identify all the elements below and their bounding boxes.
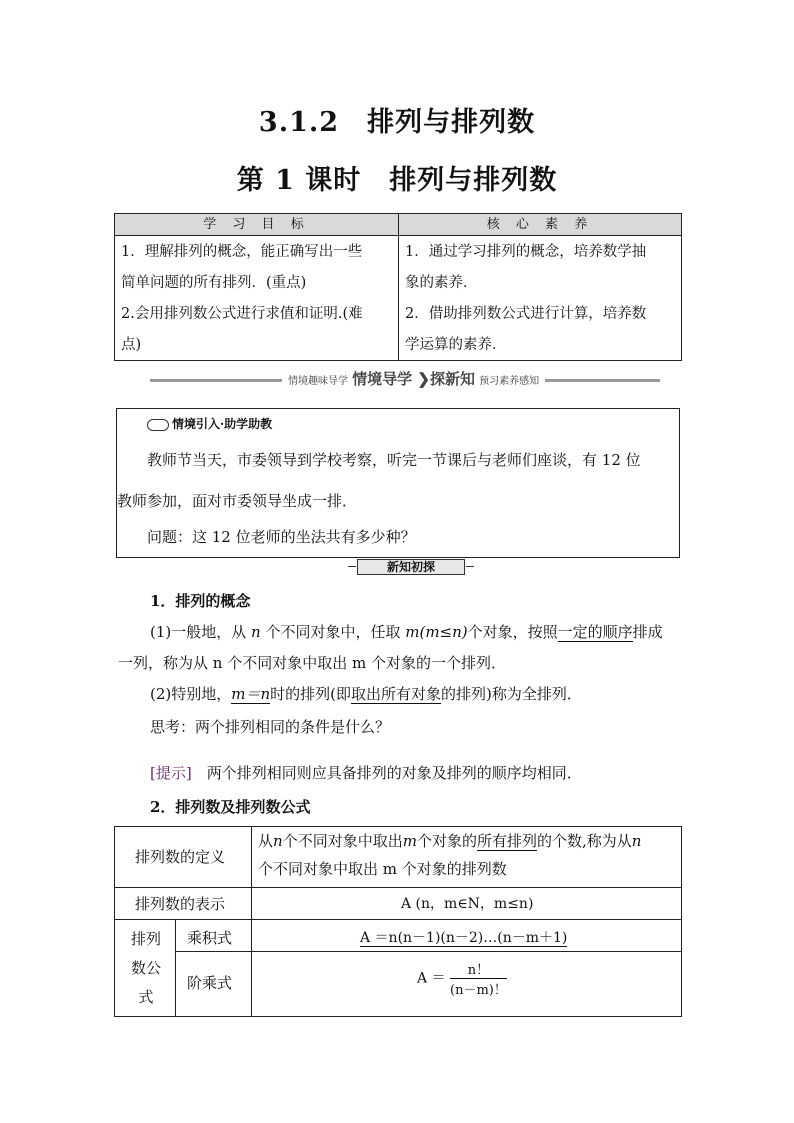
concept-line-2: 一列，称为从 n 个不同对象中取出 m 个对象的一个排列．	[118, 654, 506, 672]
goals-left-line: 点)	[121, 337, 142, 353]
goals-left-line: 简单问题的所有排列．(重点)	[121, 275, 307, 291]
think-question: 思考：两个排列相同的条件是什么？	[150, 718, 391, 736]
scenario-label: 情境引入·助学助教	[147, 415, 272, 432]
banner-arrow-icon: ❯	[412, 370, 430, 388]
concept-heading: 1．排列的概念	[150, 592, 251, 610]
scenario-seal-icon	[147, 419, 169, 431]
formula-label: 排列 数公 式	[131, 930, 162, 1006]
def-line-1: 从n个不同对象中取出m个对象的所有排列的个数,称为从n	[258, 832, 642, 850]
goals-right-line: 1．通过学习排列的概念，培养数学抽	[405, 244, 647, 260]
banner-right-small: 预习素养感知	[479, 376, 540, 387]
def-label: 排列数的定义	[135, 848, 226, 866]
scenario-question: 问题：这 12 位老师的坐法共有多少种？	[147, 528, 416, 546]
concept-line-1: (1)一般地，从 n 个不同对象中，任取 m(m≤n)个对象，按照一定的顺序排成	[150, 623, 663, 641]
goals-left-cell	[121, 237, 395, 361]
banner-main2: 探新知	[429, 370, 475, 388]
lesson-title: 第 1 课时 排列与排列数	[236, 165, 558, 196]
goals-right-line: 象的素养．	[405, 275, 478, 291]
formula-heading: 2．排列数及排列数公式	[150, 798, 311, 816]
banner-main: 情境导学	[352, 370, 413, 388]
goals-left-line: 1．理解排列的概念，能正确写出一些	[121, 244, 363, 260]
concept-line-3: (2)特别地，m＝n时的排列(即取出所有对象的排列)称为全排列．	[150, 685, 582, 703]
goals-right-line: 2．借助排列数公式进行计算，培养数	[405, 306, 647, 322]
goals-right-cell	[405, 237, 677, 361]
hint-tag: [提示]	[150, 764, 192, 782]
factorial-label: 阶乘式	[187, 974, 233, 992]
new-knowledge-tag: 新知初探	[357, 559, 465, 575]
goals-right-line: 学运算的素养．	[405, 337, 507, 353]
notation-label: 排列数的表示	[135, 895, 226, 913]
scenario-paragraph-1: 教师节当天，市委领导到学校考察，听完一节课后与老师们座谈，有 12 位	[147, 451, 641, 469]
scenario-paragraph-2: 教师参加，面对市委领导坐成一排．	[117, 492, 358, 510]
notation-value: A (n，m∈N，m≤n)	[401, 896, 534, 912]
factorial-formula: A ＝ $\frac{n!}{(n-m)!}$	[417, 959, 507, 998]
goals-divider	[398, 214, 399, 360]
goals-header-left: 学 习 目 标	[115, 214, 398, 236]
goals-table	[114, 213, 682, 361]
banner-left-small: 情境趣味导学	[288, 376, 348, 387]
section-title: 3.1.2 排列与排列数	[258, 107, 536, 138]
product-formula: A ＝n(n－1)(n－2)…(n－m＋1)	[360, 930, 568, 946]
goals-header-right: 核 心 素 养	[399, 214, 681, 236]
scenario-box	[116, 408, 680, 558]
goals-left-line: 2.会用排列数公式进行求值和证明.(难	[121, 306, 363, 322]
banner-text	[282, 368, 545, 389]
factorial-fraction: $\frac{n!}{(n-m)!}$	[450, 959, 507, 998]
permutation-table	[114, 826, 682, 1017]
hint-line: [提示] 两个排列相同则应具备排列的对象及排列的顺序均相同．	[150, 764, 582, 782]
product-label: 乘积式	[187, 929, 233, 947]
section-banner	[150, 368, 660, 388]
def-line-2: 个不同对象中取出 m 个对象的排列数	[258, 860, 507, 878]
